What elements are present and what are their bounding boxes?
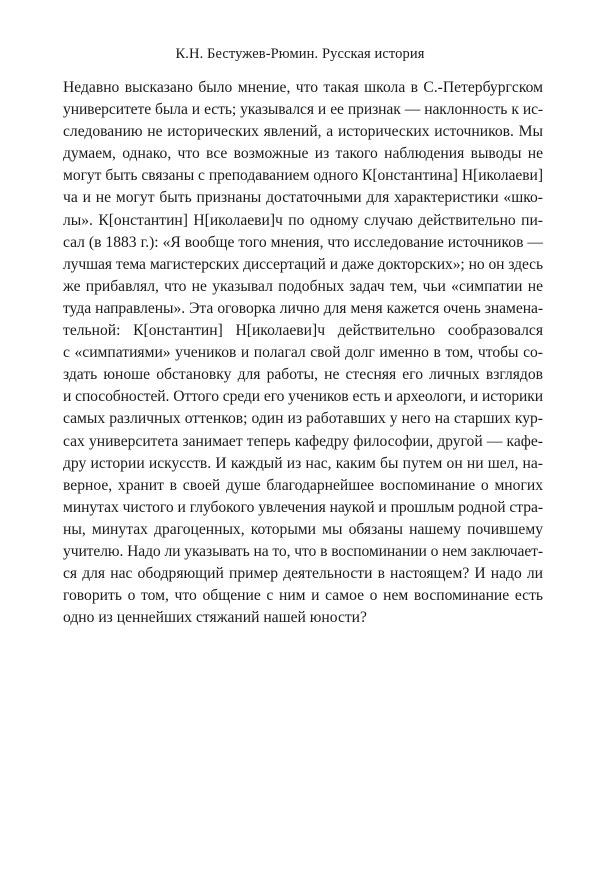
text-line: сал (в 1883 г.): «Я вообще того мнения, что исследование источников — <box>63 233 543 251</box>
text-line: одно из ценнейших стяжаний нашей юности? <box>63 609 367 627</box>
text-line: могут быть связаны с преподаванием одного К[онстантина] Н[иколаеви] <box>63 167 543 185</box>
text-line: говорить о том, что общение с ним и самое о нем воспоминание есть <box>63 587 543 605</box>
text-line: здать юноше обстановку для работы, не стесняя его личных взглядов <box>63 366 543 384</box>
text-line: думаем, однако, что все возможные из такого наблюдения выводы не <box>63 145 543 163</box>
text-line: следованию не исторических явлений, а исторических источников. Мы <box>63 123 543 141</box>
text-line: самых различных оттенков; один из работавших у него на старших кур- <box>63 410 543 428</box>
text-line: лучшая тема магистерских диссертаций и даже докторских»; но он здесь <box>63 255 543 273</box>
body-paragraph <box>63 77 543 629</box>
text-line: и способностей. Оттого среди его учеников есть и археологи, и историки <box>63 388 543 406</box>
text-line: учителю. Надо ли указывать на то, что в воспоминании о нем заключает- <box>63 542 543 560</box>
text-line: ся для нас ободряющий пример деятельности в настоящем? И надо ли <box>63 565 543 583</box>
text-line: дру истории искусств. И каждый из нас, каким бы путем он ни шел, на- <box>63 454 543 472</box>
text-line: ча и не могут быть признаны достаточными для характеристики «шко- <box>63 189 543 207</box>
text-line: тельной: К[онстантин] Н[иколаеви]ч действительно сообразовался <box>63 322 543 340</box>
text-line: туда направлены». Эта оговорка лично для меня кажется очень знамена- <box>63 299 543 317</box>
running-header: К.Н. Бестужев-Рюмин. Русская история <box>175 46 425 62</box>
text-line: Недавно высказано было мнение, что такая школа в С.-Петербургском <box>63 79 543 96</box>
text-line: университете была и есть; указывался и ее признак — наклонность к ис- <box>63 101 543 119</box>
text-line: лы». К[онстантин] Н[иколаеви]ч по одному случаю действительно пи- <box>63 211 543 229</box>
text-line: же прибавлял, что не указывал подобных задач тем, чьи «симпатии не <box>63 277 543 295</box>
text-line: сах университета занимает теперь кафедру философии, другой — кафе- <box>63 432 543 450</box>
text-line: минутах чистого и глубокого увлечения наукой и прошлым родной стра- <box>63 498 543 516</box>
text-line: с «симпатиями» учеников и полагал свой долг именно в том, чтобы со- <box>63 344 543 362</box>
text-line: ны, минутах драгоценных, которыми мы обязаны нашему почившему <box>63 520 543 538</box>
text-line: верное, хранит в своей душе благодарнейшее воспоминание о многих <box>63 476 543 494</box>
